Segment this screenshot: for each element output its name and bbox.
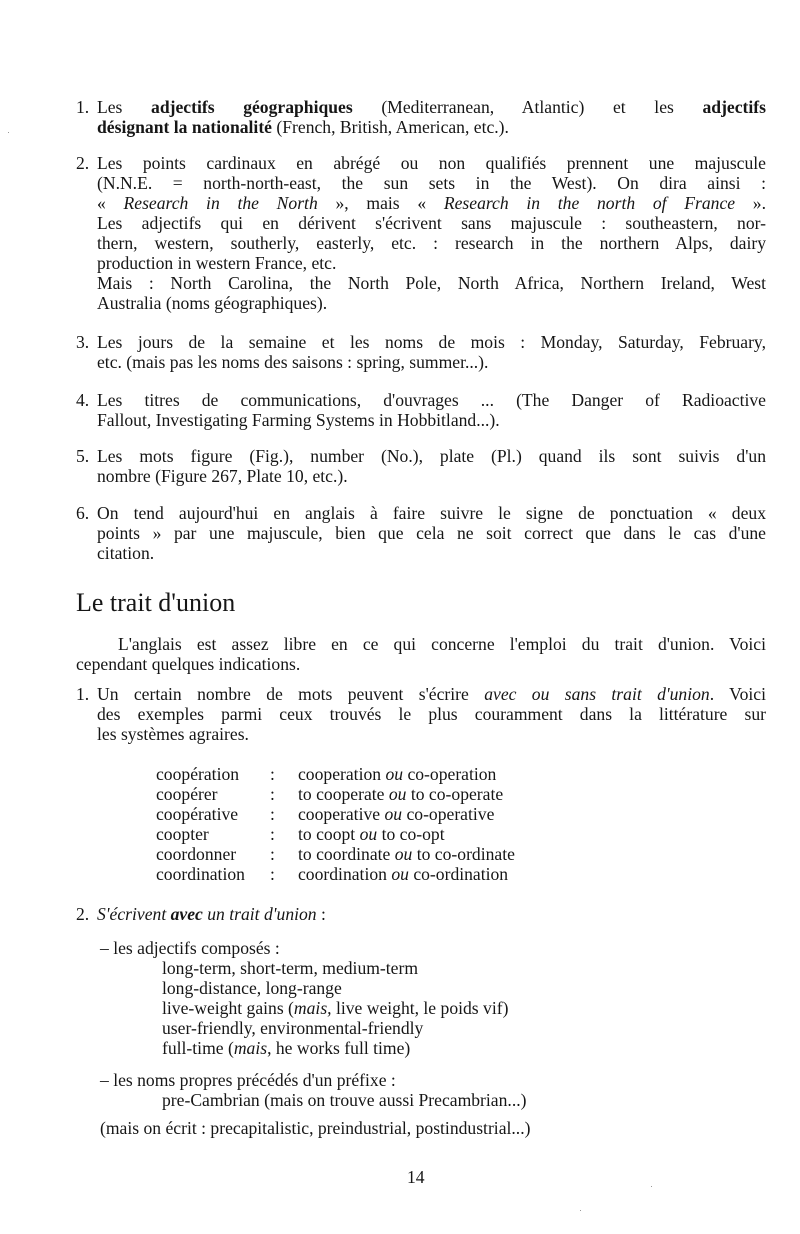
item-body	[97, 503, 766, 563]
text-line: désignant la nationalité (French, British, American, etc.).	[97, 117, 509, 137]
or-word: ou	[359, 824, 378, 844]
hyphenation-examples-table	[156, 764, 515, 884]
item-number: 3.	[76, 332, 90, 352]
text-line: Les mots figure (Fig.), number (No.), plate (Pl.) quand ils sont suivis d'un	[97, 446, 766, 466]
separator: :	[270, 824, 275, 844]
closing-note: (mais on écrit : precapitalistic, preindustrial, postindustrial...)	[100, 1118, 531, 1138]
separator: :	[270, 844, 275, 864]
italic-text: Research in the North	[123, 193, 318, 213]
section-heading: Le trait d'union	[76, 588, 236, 617]
text-line: « Research in the North », mais « Research in the north of France ».	[97, 193, 766, 213]
text-line: Australia (noms géographiques).	[97, 293, 328, 313]
item-body	[97, 446, 766, 486]
text-line: production in western France, etc.	[97, 253, 337, 273]
item-body	[97, 390, 766, 430]
item-body	[97, 153, 766, 313]
text-line: des exemples parmi ceux trouvés le plus couramment dans la littérature sur	[97, 704, 766, 724]
rule-item-4	[76, 390, 766, 430]
heading-colon: :	[316, 904, 326, 924]
item-number: 1.	[76, 97, 90, 117]
english-variants: to coopt ou to co-opt	[298, 824, 445, 844]
text-line: etc. (mais pas les noms des saisons : spring, summer...).	[97, 352, 489, 372]
rule-item-2	[76, 153, 766, 313]
english-variants: to coordinate ou to co-ordinate	[298, 844, 515, 864]
scan-speck	[580, 1210, 581, 1211]
french-term: coopter	[156, 824, 209, 844]
table-row	[156, 804, 515, 824]
text-line: Les adjectifs géographiques (Mediterranean, Atlantic) et les adjectifs	[97, 97, 766, 117]
italic-text: mais	[233, 1038, 268, 1058]
hyphen-point-2	[76, 904, 766, 924]
text-line: long-term, short-term, medium-term	[162, 958, 419, 978]
text-line: Les jours de la semaine et les noms de mois : Monday, Saturday, February,	[97, 332, 766, 352]
text-line: (N.N.E. = north-north-east, the sun sets in the West). On dira ainsi :	[97, 173, 766, 193]
scan-speck	[8, 132, 9, 133]
text-line: On tend aujourd'hui en anglais à faire suivre le signe de ponctuation « deux	[97, 503, 766, 523]
item-number: 2.	[76, 153, 90, 173]
text-line: thern, western, southerly, easterly, etc. : research in the northern Alps, dairy	[97, 233, 766, 253]
or-word: ou	[391, 864, 409, 884]
or-word: ou	[388, 784, 407, 804]
table-row	[156, 784, 515, 804]
text-line: points » par une majuscule, bien que cela ne soit correct que dans le cas d'une	[97, 523, 766, 543]
or-word: ou	[385, 764, 404, 784]
text-line: full-time (mais, he works full time)	[162, 1038, 411, 1058]
rule-item-5	[76, 446, 766, 486]
item-number: 2.	[76, 904, 90, 924]
rule-item-3	[76, 332, 766, 372]
text-line: Un certain nombre de mots peuvent s'écrire avec ou sans trait d'union. Voici	[97, 684, 766, 704]
sub-heading-compound-adjectives: – les adjectifs composés :	[100, 938, 280, 958]
text-line: Fallout, Investigating Farming Systems in Hobbitland...).	[97, 410, 500, 430]
table-row	[156, 864, 515, 884]
table-row	[156, 844, 515, 864]
rule-item-1	[76, 97, 766, 137]
sub-heading-prefixed-proper-nouns: – les noms propres précédés d'un préfixe :	[100, 1070, 396, 1090]
english-variants: cooperative ou co-operative	[298, 804, 495, 824]
text-line: Les titres de communications, d'ouvrages ... (The Danger of Radioactive	[97, 390, 766, 410]
bold-text: adjectifs	[702, 97, 766, 117]
french-term: coopération	[156, 764, 240, 784]
rule-item-6	[76, 503, 766, 563]
french-term: coordonner	[156, 844, 237, 864]
scan-speck	[651, 1186, 652, 1187]
text-line: citation.	[97, 543, 155, 563]
text-line: Les points cardinaux en abrégé ou non qualifiés prennent une majuscule	[97, 153, 766, 173]
heading-italic-post: un trait d'union	[202, 904, 317, 924]
separator: :	[270, 764, 275, 784]
text-line: live-weight gains (mais, live weight, le poids vif)	[162, 998, 509, 1018]
item-body	[97, 97, 766, 137]
italic-text: mais,	[293, 998, 332, 1018]
french-term: coopérer	[156, 784, 218, 804]
italic-text: Research in the north of France	[443, 193, 736, 213]
text-line: user-friendly, environmental-friendly	[162, 1018, 424, 1038]
item-number: 5.	[76, 446, 90, 466]
english-variants: coordination ou co-ordination	[298, 864, 509, 884]
item-heading	[97, 904, 766, 924]
hyphen-point-1	[76, 684, 766, 744]
item-number: 6.	[76, 503, 90, 523]
italic-text: avec ou sans trait d'union	[484, 684, 710, 704]
intro-line: L'anglais est assez libre en ce qui concerne l'emploi du trait d'union. Voici	[118, 634, 766, 654]
text-line: Les adjectifs qui en dérivent s'écrivent sans majuscule : southeastern, nor-	[97, 213, 766, 233]
separator: :	[270, 784, 275, 804]
heading-italic-pre: S'écrivent	[97, 904, 171, 924]
english-variants: cooperation ou co-operation	[298, 764, 497, 784]
item-body	[97, 684, 766, 744]
text-line: Mais : North Carolina, the North Pole, North Africa, Northern Ireland, West	[97, 273, 766, 293]
separator: :	[270, 864, 275, 884]
english-variants: to cooperate ou to co-operate	[298, 784, 504, 804]
intro-paragraph	[76, 634, 766, 674]
heading-bold-word: avec	[170, 904, 203, 924]
text-line: nombre (Figure 267, Plate 10, etc.).	[97, 466, 348, 486]
bold-text: désignant la nationalité	[97, 117, 272, 137]
french-term: coordination	[156, 864, 245, 884]
bold-text: adjectifs géographiques	[151, 97, 353, 117]
french-term: coopérative	[156, 804, 239, 824]
or-word: ou	[394, 844, 413, 864]
page-number: 14	[407, 1167, 425, 1187]
prefixed-noun-examples	[162, 1090, 526, 1110]
item-number: 1.	[76, 684, 90, 704]
compound-adjective-examples	[162, 958, 508, 1058]
item-body	[97, 332, 766, 372]
text-line: pre-Cambrian (mais on trouve aussi Precambrian...)	[162, 1090, 527, 1110]
text-line: long-distance, long-range	[162, 978, 342, 998]
table-row	[156, 824, 515, 844]
text-line: les systèmes agraires.	[97, 724, 249, 744]
item-number: 4.	[76, 390, 90, 410]
table-row	[156, 764, 515, 784]
intro-line: cependant quelques indications.	[76, 654, 301, 674]
or-word: ou	[384, 804, 403, 824]
separator: :	[270, 804, 275, 824]
